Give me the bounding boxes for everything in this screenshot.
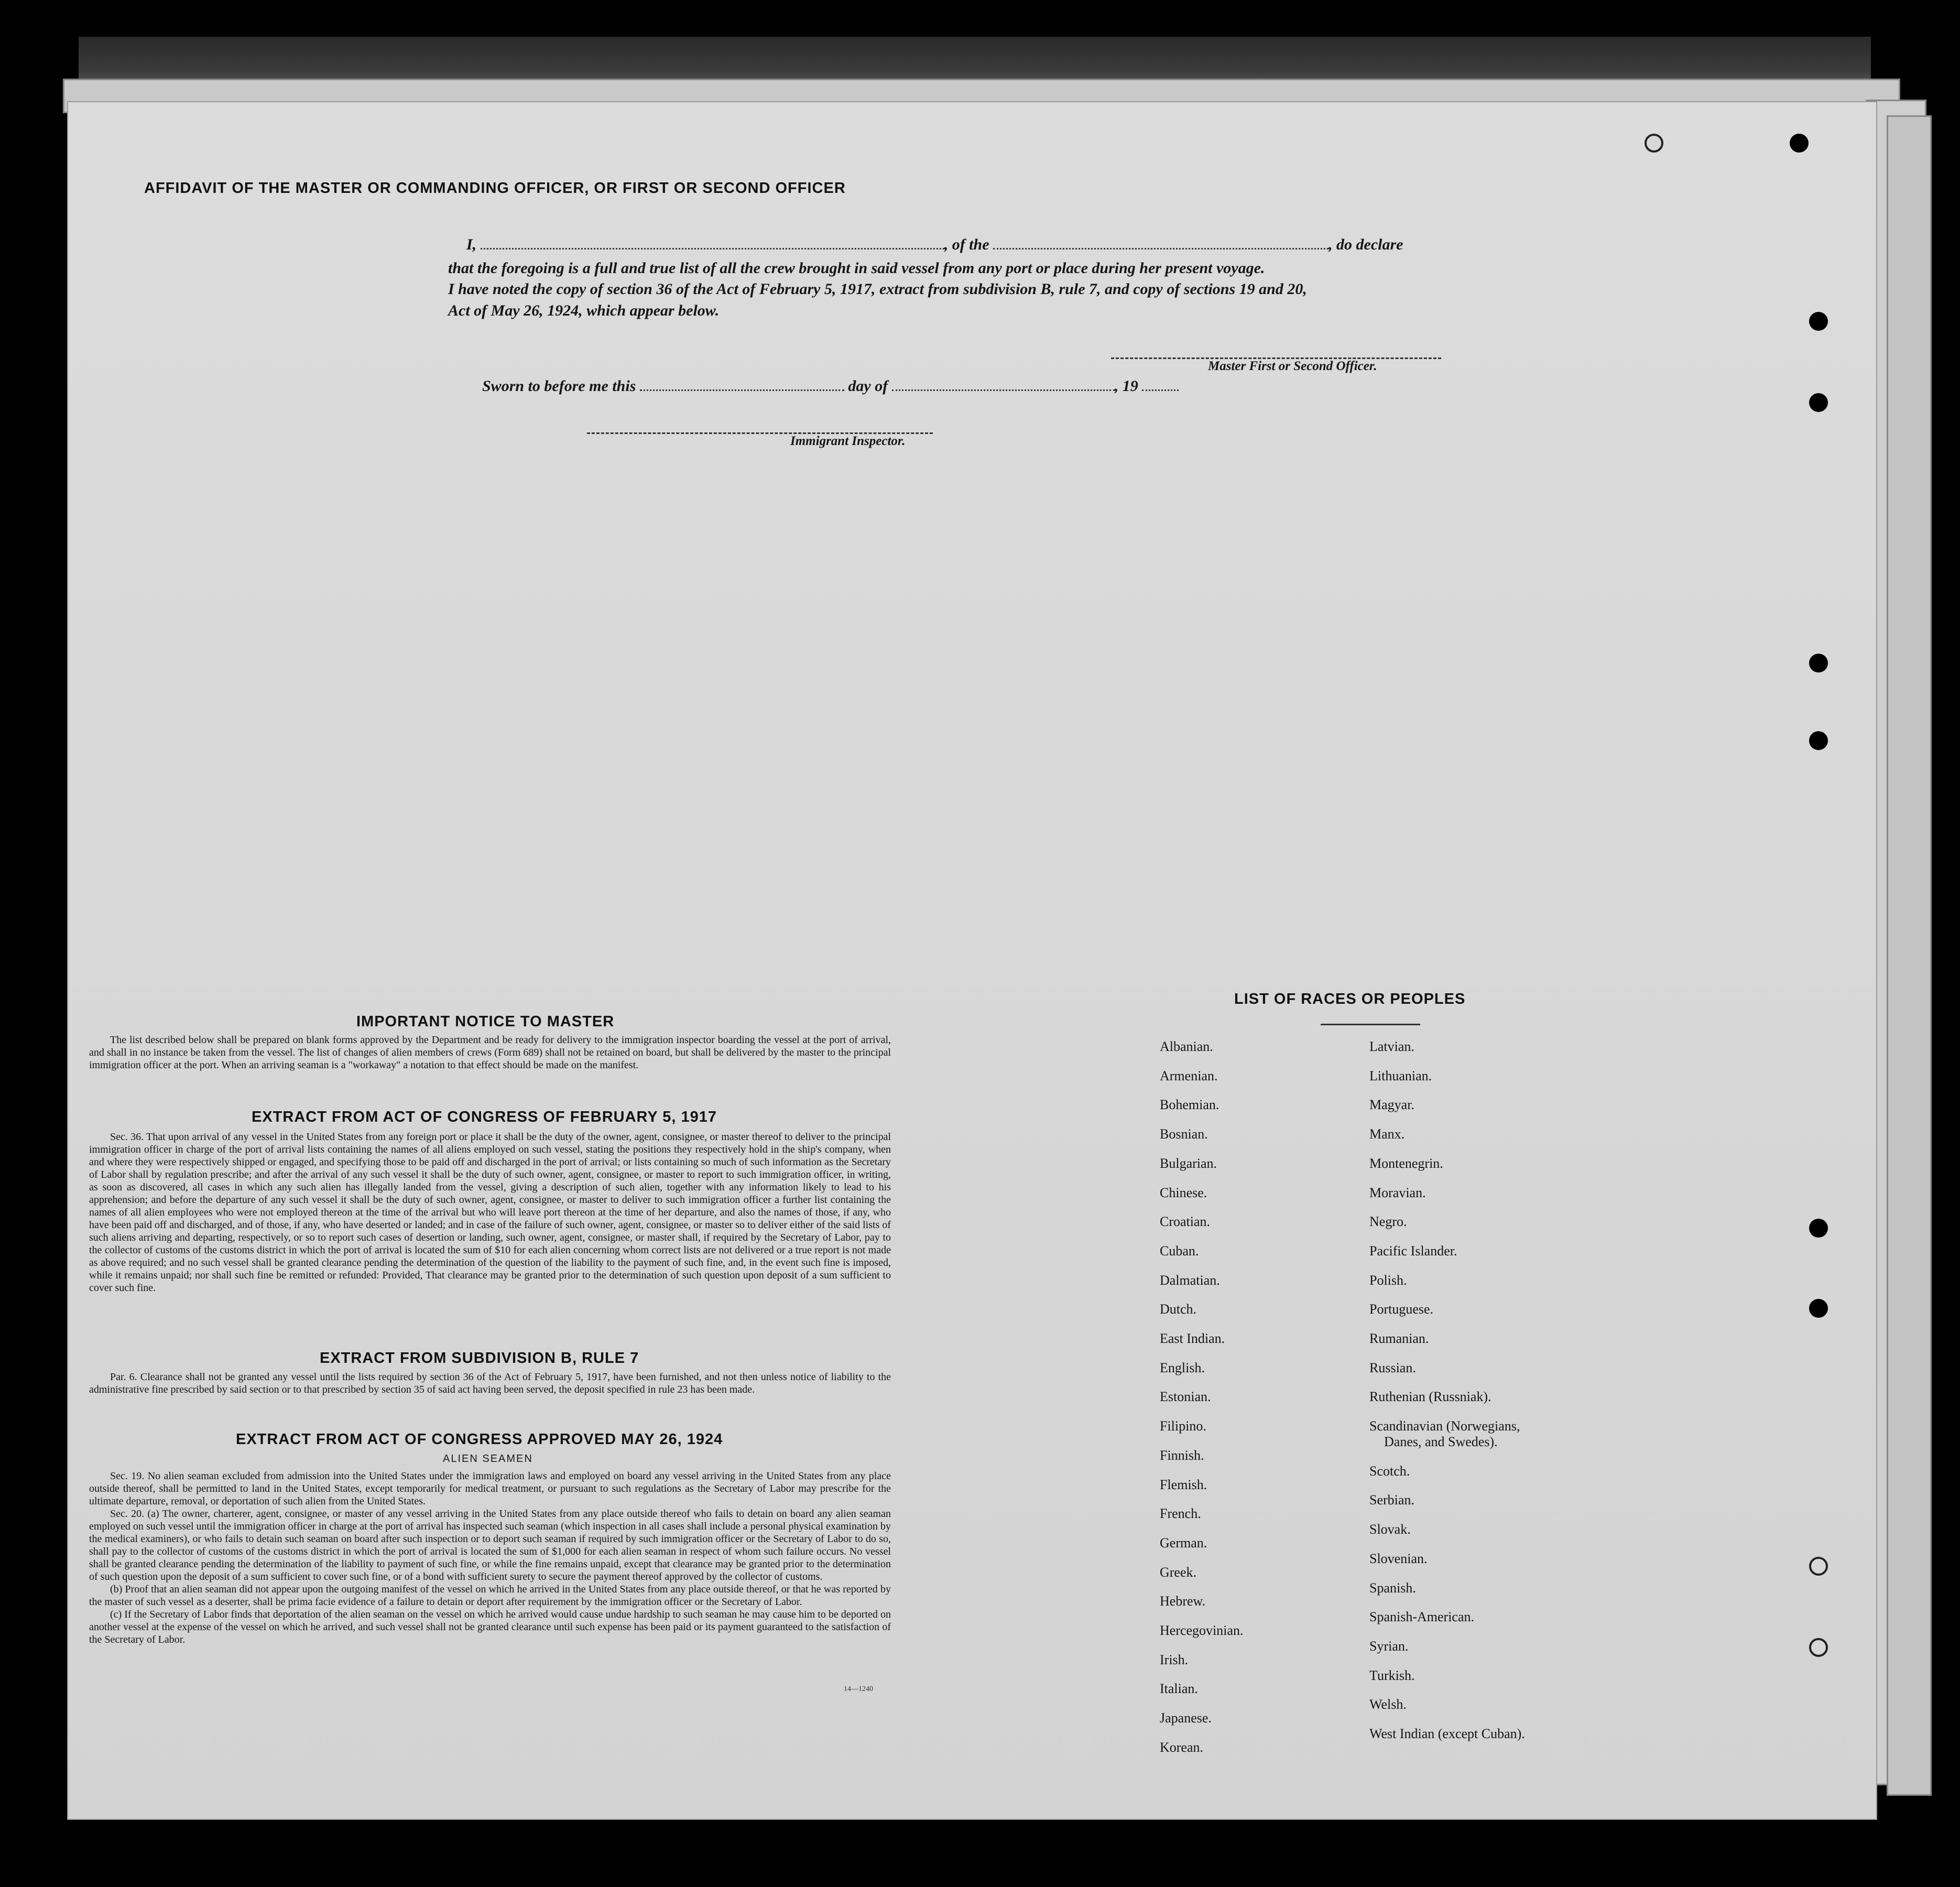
race-item: Welsh. bbox=[1369, 1697, 1407, 1712]
sworn-prefix: Sworn to before me this bbox=[482, 377, 636, 395]
binder-hole bbox=[1809, 654, 1828, 673]
race-item: Bulgarian. bbox=[1160, 1156, 1217, 1171]
race-item: Rumanian. bbox=[1369, 1331, 1429, 1346]
binder-hole bbox=[1809, 312, 1828, 331]
race-item: Polish. bbox=[1369, 1273, 1407, 1288]
race-item: German. bbox=[1160, 1535, 1207, 1550]
race-item: Hercegovinian. bbox=[1160, 1623, 1244, 1638]
act1917-text bbox=[89, 1131, 891, 1294]
act1924-title: EXTRACT FROM ACT OF CONGRESS APPROVED MAY 26, 1924 bbox=[236, 1431, 723, 1448]
race-item: Slovak. bbox=[1369, 1522, 1411, 1537]
binder-hole bbox=[1809, 393, 1828, 412]
affidavit-line-2: that the foregoing is a full and true list of all the crew brought in said vessel from any port or place during her present voyage. bbox=[448, 259, 1265, 277]
race-item: Lithuanian. bbox=[1369, 1068, 1432, 1083]
race-item: Syrian. bbox=[1369, 1639, 1409, 1654]
race-item: Chinese. bbox=[1160, 1185, 1207, 1200]
race-item: Bosnian. bbox=[1160, 1126, 1208, 1142]
race-item: Scandinavian (Norwegians, bbox=[1369, 1418, 1520, 1434]
affidavit-line-1 bbox=[466, 236, 1403, 254]
notice-paragraph: The list described below shall be prepared on blank forms approved by the Department and be ready for delivery to the immigration inspector boarding the vessel at the port of arrival, and shall in no instance be taken from the vessel. The list of changes of alien members of crews (Form 689) shall not be retained on board, but shall be delivered by the master to the principal immigration officer at the port. When an arriving seaman is a "workaway" a notation to that effect should be made on the manifest. bbox=[89, 1034, 891, 1071]
signature-caption: Master First or Second Officer. bbox=[1208, 359, 1377, 373]
race-item: Ruthenian (Russniak). bbox=[1369, 1389, 1491, 1404]
sworn-year-blank bbox=[1142, 387, 1179, 391]
act1917-title: EXTRACT FROM ACT OF CONGRESS OF FEBRUARY 5, 1917 bbox=[252, 1109, 717, 1125]
race-item: Irish. bbox=[1160, 1652, 1189, 1667]
rule7-text bbox=[89, 1371, 891, 1396]
binder-hole bbox=[1809, 1299, 1828, 1318]
notice-text bbox=[89, 1034, 891, 1071]
race-item: Finnish. bbox=[1160, 1448, 1204, 1463]
races-title-rule bbox=[1321, 1024, 1420, 1025]
race-item: Moravian. bbox=[1369, 1185, 1426, 1200]
bleed-through-mark bbox=[73, 181, 104, 313]
race-item: Filipino. bbox=[1160, 1418, 1206, 1434]
affidavit-i: I, bbox=[466, 236, 477, 253]
race-item: Serbian. bbox=[1369, 1492, 1414, 1508]
race-item: Dalmatian. bbox=[1160, 1273, 1220, 1288]
race-item: Spanish-American. bbox=[1369, 1609, 1475, 1624]
inspector-caption: Immigrant Inspector. bbox=[790, 434, 906, 448]
race-item: Negro. bbox=[1369, 1214, 1407, 1229]
race-item: Armenian. bbox=[1160, 1068, 1218, 1083]
race-item: Russian. bbox=[1369, 1360, 1416, 1375]
race-item: West Indian (except Cuban). bbox=[1369, 1726, 1525, 1741]
act1924-sec20c: (c) If the Secretary of Labor finds that deportation of the alien seaman on the vessel on which he arrived would cause undue hardship to such seaman he may cause him to be deported on another vessel at the expense of the vessel on which he arrived, and such vessel shall not be granted clearance until such expense has been paid or its payment guaranteed to the satisfaction of the Secretary of Labor. bbox=[89, 1609, 891, 1645]
binder-hole bbox=[1790, 134, 1809, 153]
affidavit-of-the: , of the bbox=[944, 236, 989, 253]
sworn-year: , 19 bbox=[1114, 377, 1138, 395]
binder-hole-open bbox=[1809, 1638, 1828, 1657]
act1924-sec20b: (b) Proof that an alien seaman did not appear upon the outgoing manifest of the vessel on which he arrived in the United States from any place outside thereof, or that he was reported by the master of such vessel as a deserter, shall be prima facie evidence of a failure to detain or deport after requirement by the immigration officer or the Secretary of Labor. bbox=[89, 1584, 891, 1608]
name-blank bbox=[481, 246, 944, 250]
act1924-sec20a: Sec. 20. (a) The owner, charterer, agent, consignee, or master of any vessel arriving in the United States from any place outside thereof who fails to detain on board any alien seaman employed on such vessel until the immigration officer in charge at the port of arrival has inspected such seaman (which inspection in all cases shall include a personal physical examination by the medical examiners), or who fails to detain such seaman on board after such inspection or to deport such seaman if required by such immigration officer or the Secretary of Labor to do so, shall pay to the collector of customs of the customs district in which the port of arrival is located the sum of $1,000 for each alien seaman in respect of whom such failure occurs. No vessel shall be granted clearance pending the determination of the liability to payment of such fine, or while the fine remains unpaid, except that clearance may be granted prior to the determination of such question upon the deposit of a sum sufficient to cover such fine, or of a bond with sufficient surety to secure the payment thereof approved by the collector of customs. bbox=[89, 1508, 891, 1582]
race-item: Slovenian. bbox=[1369, 1551, 1428, 1566]
race-item: French. bbox=[1160, 1506, 1201, 1521]
rule7-paragraph: Par. 6. Clearance shall not be granted any vessel until the lists required by section 36 of the Act of February 5, 1917, have been furnished, and not then unless notice of liability to the administrative fine prescribed by said section or to that prescribed by section 35 of said act having been served, the deposit specified in rule 23 has been made. bbox=[89, 1371, 891, 1395]
act1924-sec19: Sec. 19. No alien seaman excluded from admission into the United States under the immigration laws and employed on board any vessel arriving in the United States from any place outside thereof, shall be permitted to land in the United States, except temporarily for medical treatment, or pursuant to such regulations as the Secretary of Labor may prescribe for the ultimate departure, removal, or deportation of such alien from the United States. bbox=[89, 1470, 891, 1507]
binder-hole-open bbox=[1809, 1557, 1828, 1576]
sworn-month-blank bbox=[892, 387, 1115, 391]
vessel-blank bbox=[993, 246, 1329, 250]
form-number: 14—1240 bbox=[844, 1685, 873, 1693]
affidavit-line-4: Act of May 26, 1924, which appear below. bbox=[448, 302, 720, 319]
act1924-text bbox=[89, 1470, 891, 1646]
race-item: Hebrew. bbox=[1160, 1593, 1206, 1609]
affidavit-declare: , do declare bbox=[1329, 236, 1403, 253]
race-item: Korean. bbox=[1160, 1740, 1204, 1755]
race-item: Dutch. bbox=[1160, 1302, 1197, 1317]
binder-hole-open bbox=[1645, 134, 1663, 153]
affidavit-title: AFFIDAVIT OF THE MASTER OR COMMANDING OFFICER, OR FIRST OR SECOND OFFICER bbox=[144, 180, 846, 197]
race-item: Pacific Islander. bbox=[1369, 1243, 1457, 1259]
race-item: Croatian. bbox=[1160, 1214, 1211, 1229]
race-item: Danes, and Swedes). bbox=[1384, 1434, 1498, 1449]
act1924-subtitle: ALIEN SEAMEN bbox=[443, 1453, 533, 1465]
races-title: LIST OF RACES OR PEOPLES bbox=[1234, 991, 1466, 1007]
race-item: Manx. bbox=[1369, 1126, 1405, 1142]
affidavit-line-3: I have noted the copy of section 36 of the Act of February 5, 1917, extract from subdivision B, rule 7, and copy of sections 19 and 20, bbox=[448, 280, 1307, 298]
race-item: Estonian. bbox=[1160, 1389, 1211, 1404]
rule7-title: EXTRACT FROM SUBDIVISION B, RULE 7 bbox=[320, 1350, 639, 1367]
binder-hole bbox=[1809, 731, 1828, 750]
manifest-sheet bbox=[68, 102, 1876, 1819]
race-item: Magyar. bbox=[1369, 1097, 1414, 1112]
back-sheet-edge-2 bbox=[1887, 115, 1932, 1796]
sworn-line bbox=[482, 377, 1179, 395]
notice-title: IMPORTANT NOTICE TO MASTER bbox=[356, 1013, 615, 1030]
race-item: Latvian. bbox=[1369, 1039, 1414, 1054]
race-item: Bohemian. bbox=[1160, 1097, 1219, 1112]
race-item: Albanian. bbox=[1160, 1039, 1213, 1054]
sworn-day-of: day of bbox=[848, 377, 888, 395]
act1917-paragraph: Sec. 36. That upon arrival of any vessel in the United States from any foreign port or place it shall be the duty of the owner, agent, consignee, or master thereof to deliver to the principal immigration officer in charge of the port of arrival lists containing the names of all aliens employed on such vessel, stating the positions they respectively hold in the ship's company, when and where they were respectively shipped or engaged, and specifying those to be paid off and discharged in the port of arrival; or lists containing so much of such information as the Secretary of Labor shall by regulation prescribe; and after the arrival of any such vessel it shall be the duty of such owner, agent, consignee, or master to report to such immigration officer, in writing, as soon as discovered, all cases in which any such alien has illegally landed from the vessel, giving a description of such alien, together with any information likely to lead to his apprehension; and before the departure of any such vessel it shall be the duty of such owner, agent, consignee, or master to deliver to such immigration officer a further list containing the names of all alien employees who were not employed thereon at the time of the arrival but who will leave port thereon at the time of her departure, and also the names of those, if any, who have been paid off and discharged, and of those, if any, who have deserted or landed; and in case of the failure of such owner, agent, consignee, or master so to deliver either of the said lists of such aliens arriving and departing, respectively, or so to report such cases of desertion or landing, such owner, agent, consignee, or master shall, if required by the Secretary of Labor, pay to the collector of customs of the customs district in which the port of arrival is located the sum of $10 for each alien concerning whom correct lists are not delivered or a true report is not made as above required; and no such vessel shall be granted clearance pending the determination of the question of the liability to the payment of such fine, and, in the event such fine is imposed, while it remains unpaid; nor shall such fine be remitted or refunded: Provided, That clearance may be granted prior to the determination of such question upon deposit of a sum sufficient to cover such fine. bbox=[89, 1131, 891, 1294]
race-item: Turkish. bbox=[1369, 1668, 1415, 1683]
race-item: Cuban. bbox=[1160, 1243, 1199, 1259]
race-item: Flemish. bbox=[1160, 1477, 1207, 1492]
race-item: Portuguese. bbox=[1369, 1302, 1434, 1317]
race-item: Montenegrin. bbox=[1369, 1156, 1443, 1171]
race-item: English. bbox=[1160, 1360, 1205, 1375]
race-item: Scotch. bbox=[1369, 1463, 1410, 1479]
sworn-day-blank bbox=[640, 387, 844, 391]
race-item: Greek. bbox=[1160, 1565, 1197, 1580]
race-item: Japanese. bbox=[1160, 1710, 1212, 1726]
binder-hole bbox=[1809, 1219, 1828, 1238]
race-item: Italian. bbox=[1160, 1681, 1198, 1696]
race-item: East Indian. bbox=[1160, 1331, 1225, 1346]
race-item: Spanish. bbox=[1369, 1580, 1416, 1596]
